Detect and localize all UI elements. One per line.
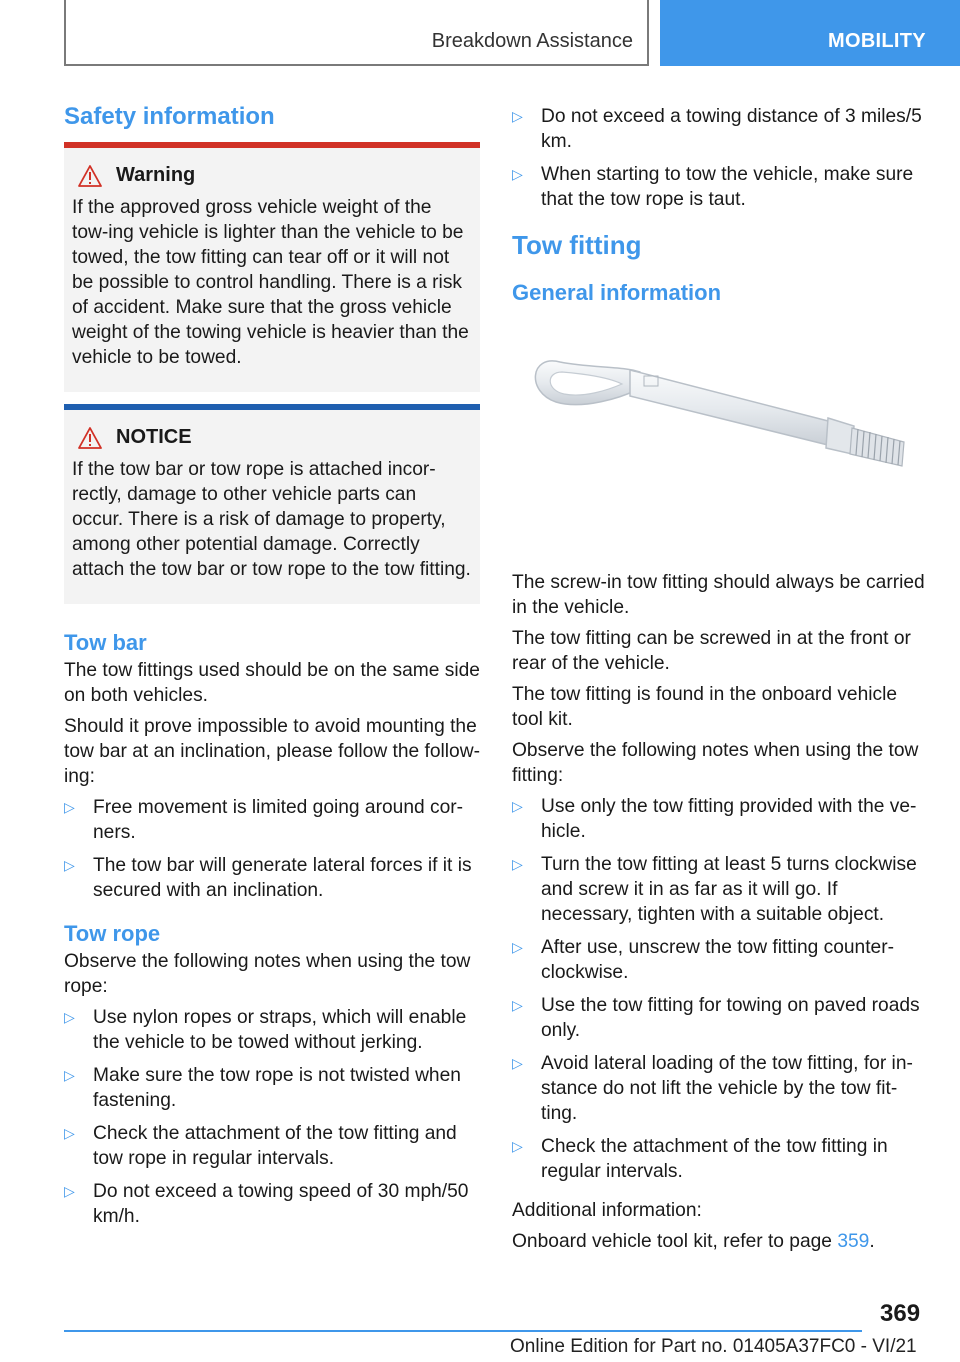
- reference-prefix: Onboard vehicle tool kit, refer to page: [512, 1231, 838, 1252]
- left-column: [64, 100, 480, 1237]
- list-item: ▷ Do not exceed a towing speed of 30 mph/50 km/h.: [64, 1179, 480, 1229]
- tow-bar-paragraph-2: Should it prove impossible to avoid mounting the tow bar at an inclination, please follow the follow‐ing:: [64, 716, 480, 787]
- page-359-link[interactable]: 359: [837, 1231, 870, 1252]
- tow-fitting-illustration: [512, 314, 928, 564]
- tow-bar-list: [64, 795, 480, 903]
- additional-information-label: Additional information:: [512, 1200, 702, 1221]
- tow-fitting-heading: Tow fitting: [512, 230, 642, 260]
- reference-suffix: .: [869, 1231, 875, 1252]
- list-item: ▷ Do not exceed a towing distance of 3 miles/5 km.: [512, 104, 928, 154]
- right-column: [512, 100, 928, 1260]
- tow-fitting-paragraph-3: The tow fitting is found in the onboard vehicle tool kit.: [512, 684, 898, 730]
- list-item: ▷ Use only the tow fitting provided with the ve‐hicle.: [512, 794, 928, 844]
- header-section-title: Breakdown Assistance: [431, 30, 633, 52]
- notice-triangle-icon: [78, 427, 102, 449]
- list-item: ▷ Free movement is limited going around cor‐ners.: [64, 795, 480, 845]
- header-tab-mobility[interactable]: [660, 0, 960, 66]
- tool-kit-reference: [512, 1229, 928, 1254]
- towing-limits-list: [512, 104, 928, 212]
- tow-rope-heading: Tow rope: [64, 921, 161, 946]
- tow-fitting-image: [512, 314, 928, 564]
- tow-rope-list: [64, 1005, 480, 1229]
- warning-triangle-icon: [78, 165, 102, 187]
- notice-text: If the tow bar or tow rope is attached incor‐rectly, damage to other vehicle parts can occur. There is a risk of damage to property, among other potential damage. Correctly attach the tow bar or tow rope to the tow fitting.: [72, 459, 471, 580]
- warning-label: Warning: [116, 164, 196, 186]
- tow-rope-paragraph-1: Observe the following notes when using the tow rope:: [64, 951, 471, 997]
- list-item: ▷ After use, unscrew the tow fitting counter‐clockwise.: [512, 935, 928, 985]
- tow-bar-heading: Tow bar: [64, 630, 147, 655]
- list-item: ▷ Use nylon ropes or straps, which will enable the vehicle to be towed without jerking.: [64, 1005, 480, 1055]
- header-section-box: [64, 0, 649, 66]
- notice-label: NOTICE: [116, 426, 192, 448]
- list-item: ▷ When starting to tow the vehicle, make sure that the tow rope is taut.: [512, 162, 928, 212]
- safety-information-heading: Safety information: [64, 103, 275, 130]
- warning-box: [64, 142, 480, 392]
- footer-edition: Online Edition for Part no. 01405A37FC0 - VI/21: [510, 1336, 917, 1357]
- list-item: ▷ The tow bar will generate lateral forces if it is secured with an inclination.: [64, 853, 480, 903]
- list-item: ▷ Make sure the tow rope is not twisted when fastening.: [64, 1063, 480, 1113]
- tow-bar-paragraph-1: The tow fittings used should be on the same side on both vehicles.: [64, 660, 480, 706]
- list-item: ▷ Use the tow fitting for towing on paved roads only.: [512, 993, 928, 1043]
- warning-text: If the approved gross vehicle weight of the tow‐ing vehicle is lighter than the vehicle to be towed, the tow fitting can tear off or it will not be possible to control handling. There is a risk of accident. Make sure that the gross vehicle weight of the towing vehicle is heavier than the vehicle to be towed.: [72, 197, 469, 368]
- list-item: ▷ Avoid lateral loading of the tow fitting, for in‐stance do not lift the vehicle by the tow fit‐ting.: [512, 1051, 928, 1126]
- list-item: ▷ Turn the tow fitting at least 5 turns clockwise and screw it in as far as it will go. If necessary, tighten with a suitable object.: [512, 852, 928, 927]
- general-information-heading: General information: [512, 280, 722, 305]
- list-item: ▷ Check the attachment of the tow fitting and tow rope in regular intervals.: [64, 1121, 480, 1171]
- page-number: 369: [880, 1300, 921, 1327]
- tow-fitting-paragraph-2: The tow fitting can be screwed in at the front or rear of the vehicle.: [512, 628, 911, 674]
- notice-box: [64, 404, 480, 604]
- tow-fitting-paragraph-1: The screw-in tow fitting should always be carried in the vehicle.: [512, 572, 925, 618]
- tow-fitting-list: [512, 794, 928, 1184]
- header-tab-label: MOBILITY: [828, 30, 926, 52]
- tow-fitting-paragraph-4: Observe the following notes when using the tow fitting:: [512, 740, 919, 786]
- list-item: ▷ Check the attachment of the tow fitting in regular intervals.: [512, 1134, 928, 1184]
- footer-divider: [64, 1330, 862, 1332]
